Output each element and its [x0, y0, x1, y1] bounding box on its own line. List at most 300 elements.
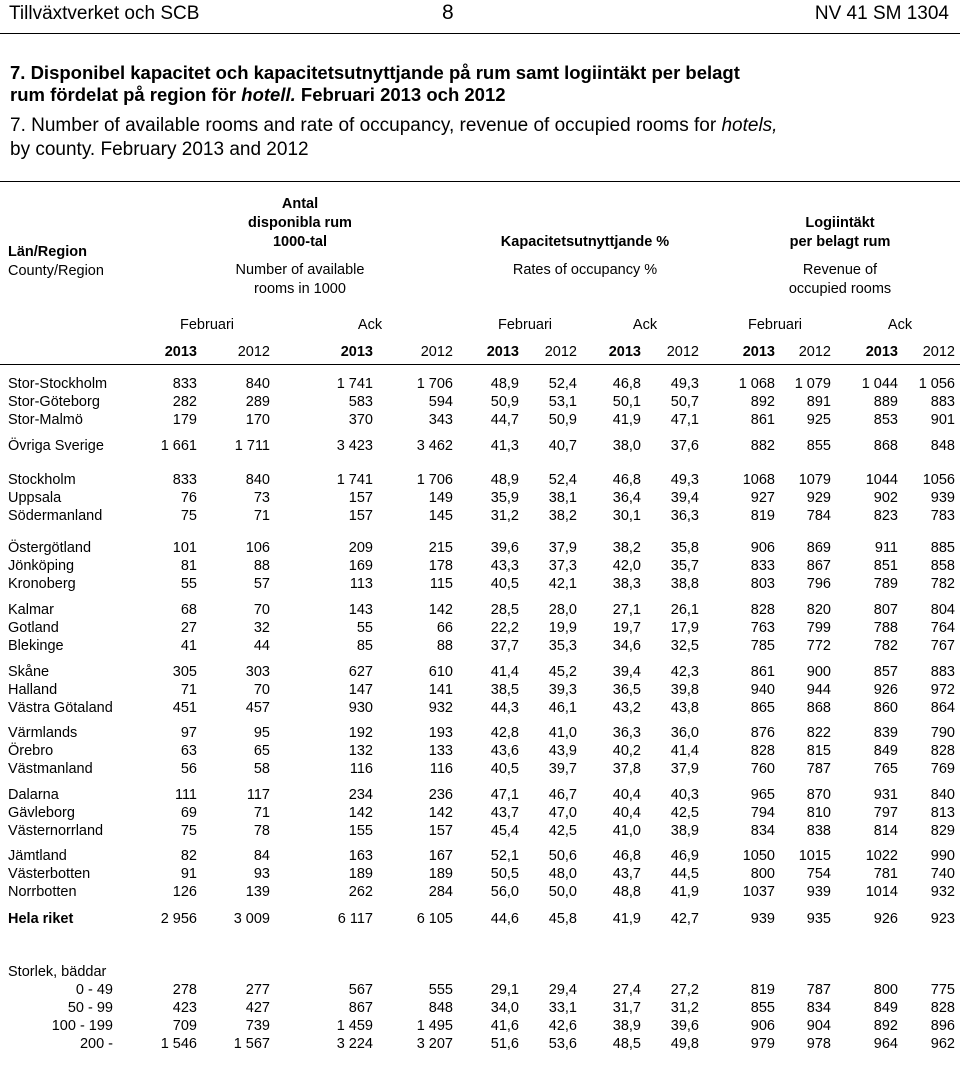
table-cell: 73	[253, 490, 270, 506]
table-cell: 42,5	[670, 805, 699, 821]
table-cell: 26,1	[670, 602, 699, 618]
table-cell: 864	[930, 700, 955, 716]
table-cell: 902	[873, 490, 898, 506]
title-sv-line2	[10, 84, 740, 106]
table-cell: 50,7	[670, 394, 699, 410]
table-cell: 149	[428, 490, 453, 506]
table-cell: 783	[930, 508, 955, 524]
table-cell: 29,1	[490, 982, 519, 998]
table-cell: 38,1	[548, 490, 577, 506]
row-label: Västerbotten	[8, 866, 91, 882]
table-cell: 885	[930, 540, 955, 556]
table-cell: 370	[348, 412, 373, 428]
table-cell: 782	[873, 638, 898, 654]
table-cell: 939	[750, 911, 775, 927]
table-cell: 814	[873, 823, 898, 839]
table-cell: 1 068	[738, 376, 775, 392]
table-cell: 106	[245, 540, 270, 556]
row-label: Storlek, bäddar	[8, 964, 107, 980]
table-cell: 739	[245, 1018, 270, 1034]
table-cell: 962	[930, 1036, 955, 1052]
period-header: Ack	[887, 317, 913, 333]
table-cell: 926	[873, 911, 898, 927]
table-cell: 865	[750, 700, 775, 716]
title-en-line1-prefix: 7. Number of available rooms and rate of occupancy, revenue of occupied rooms for	[10, 115, 722, 136]
table-cell: 800	[873, 982, 898, 998]
row-label: Övriga Sverige	[8, 438, 104, 454]
table-cell: 42,6	[548, 1018, 577, 1034]
table-cell: 34,0	[490, 1000, 519, 1016]
table-cell: 39,6	[670, 1018, 699, 1034]
row-label: Värmlands	[8, 725, 78, 741]
table-cell: 788	[873, 620, 898, 636]
table-cell: 31,2	[670, 1000, 699, 1016]
table-cell: 163	[348, 848, 373, 864]
table-cell: 906	[750, 1018, 775, 1034]
table-cell: 48,9	[490, 376, 519, 392]
year-header: 2012	[666, 344, 699, 360]
table-cell: 43,3	[490, 558, 519, 574]
table-cell: 36,3	[670, 508, 699, 524]
table-cell: 892	[873, 1018, 898, 1034]
revenue-sv-2: per belagt rum	[789, 234, 891, 250]
region-header-sv: Län/Region	[8, 244, 87, 260]
table-cell: 427	[245, 1000, 270, 1016]
table-cell: 860	[873, 700, 898, 716]
table-cell: 117	[246, 787, 270, 803]
table-cell: 37,9	[670, 761, 699, 777]
table-cell: 42,7	[670, 911, 699, 927]
table-cell: 3 207	[416, 1036, 453, 1052]
table-cell: 40,7	[548, 438, 577, 454]
table-cell: 97	[180, 725, 197, 741]
table-cell: 555	[428, 982, 453, 998]
table-cell: 896	[930, 1018, 955, 1034]
table-cell: 49,3	[670, 472, 699, 488]
table-cell: 6 117	[337, 911, 373, 927]
table-cell: 169	[348, 558, 373, 574]
table-cell: 236	[428, 787, 453, 803]
table-cell: 43,7	[490, 805, 519, 821]
period-header: Ack	[632, 317, 658, 333]
table-cell: 1014	[865, 884, 898, 900]
period-header: Februari	[748, 317, 802, 333]
table-cell: 43,7	[612, 866, 641, 882]
year-header: 2012	[798, 344, 831, 360]
capacity-sv-2: disponibla rum	[248, 215, 352, 231]
table-cell: 277	[245, 982, 270, 998]
row-label: Norrbotten	[8, 884, 77, 900]
table-header-rule	[0, 364, 960, 365]
table-cell: 34,6	[612, 638, 641, 654]
table-cell: 75	[180, 823, 197, 839]
table-cell: 1022	[865, 848, 898, 864]
table-cell: 883	[930, 664, 955, 680]
table-cell: 763	[750, 620, 775, 636]
table-cell: 52,4	[548, 472, 577, 488]
table-cell: 27,1	[612, 602, 641, 618]
table-cell: 36,5	[612, 682, 641, 698]
table-cell: 139	[245, 884, 270, 900]
row-label: Hela riket	[8, 911, 74, 927]
table-cell: 939	[806, 884, 831, 900]
table-cell: 979	[750, 1036, 775, 1052]
table-cell: 834	[750, 823, 775, 839]
row-label: 0 - 49	[75, 982, 113, 998]
table-cell: 1 706	[416, 376, 453, 392]
table-cell: 47,1	[670, 412, 699, 428]
period-header: Ack	[357, 317, 383, 333]
title-english	[10, 114, 777, 162]
row-label: Västra Götaland	[8, 700, 113, 716]
table-cell: 142	[348, 805, 373, 821]
table-cell: 38,5	[490, 682, 519, 698]
row-label: Blekinge	[8, 638, 64, 654]
table-cell: 46,9	[670, 848, 699, 864]
table-cell: 876	[750, 725, 775, 741]
table-cell: 799	[806, 620, 831, 636]
table-cell: 57	[253, 576, 270, 592]
table-cell: 911	[874, 540, 898, 556]
table-cell: 838	[806, 823, 831, 839]
table-cell: 839	[873, 725, 898, 741]
title-en-line1-em: hotels,	[721, 115, 778, 136]
row-label: 100 - 199	[51, 1018, 113, 1034]
period-header: Februari	[498, 317, 552, 333]
table-cell: 1 741	[336, 472, 373, 488]
table-cell: 65	[253, 743, 270, 759]
table-cell: 56,0	[490, 884, 519, 900]
row-label: Västernorrland	[8, 823, 104, 839]
table-cell: 116	[429, 761, 453, 777]
table-cell: 3 224	[336, 1036, 373, 1052]
table-cell: 883	[930, 394, 955, 410]
table-cell: 55	[180, 576, 197, 592]
table-cell: 40,4	[612, 787, 641, 803]
table-cell: 32	[253, 620, 270, 636]
table-cell: 63	[180, 743, 197, 759]
table-cell: 68	[180, 602, 197, 618]
table-cell: 1 706	[416, 472, 453, 488]
row-label: Västmanland	[8, 761, 93, 777]
table-cell: 972	[930, 682, 955, 698]
table-cell: 42,8	[490, 725, 519, 741]
table-cell: 923	[930, 911, 955, 927]
table-cell: 37,8	[612, 761, 641, 777]
table-cell: 40,5	[490, 576, 519, 592]
title-sv-line2-em: hotell.	[241, 84, 296, 105]
table-cell: 27	[180, 620, 197, 636]
table-cell: 41,9	[670, 884, 699, 900]
table-cell: 37,3	[548, 558, 577, 574]
table-cell: 46,1	[548, 700, 577, 716]
occupancy-header-en: Rates of occupancy %	[512, 262, 658, 278]
table-cell: 2 956	[160, 911, 197, 927]
table-cell: 820	[806, 602, 831, 618]
table-cell: 849	[873, 743, 898, 759]
table-cell: 31,2	[490, 508, 519, 524]
row-label: Stor-Stockholm	[8, 376, 108, 392]
table-cell: 772	[806, 638, 831, 654]
title-en-line1	[10, 114, 777, 138]
table-cell: 760	[750, 761, 775, 777]
table-cell: 882	[750, 438, 775, 454]
report-source: Tillväxtverket och SCB	[9, 3, 200, 24]
table-cell: 27,4	[612, 982, 641, 998]
revenue-sv-1: Logiintäkt	[805, 215, 875, 231]
row-label: Jämtland	[8, 848, 67, 864]
table-cell: 828	[750, 743, 775, 759]
row-label: Gävleborg	[8, 805, 75, 821]
table-cell: 868	[873, 438, 898, 454]
table-cell: 209	[348, 540, 373, 556]
table-cell: 784	[806, 508, 831, 524]
table-cell: 6 105	[416, 911, 453, 927]
table-cell: 939	[930, 490, 955, 506]
table-cell: 803	[750, 576, 775, 592]
table-cell: 35,3	[548, 638, 577, 654]
table-cell: 1 459	[336, 1018, 373, 1034]
table-cell: 51,6	[490, 1036, 519, 1052]
table-cell: 215	[428, 540, 453, 556]
region-header-en: County/Region	[8, 263, 104, 279]
table-cell: 925	[806, 412, 831, 428]
table-cell: 48,8	[612, 884, 641, 900]
table-cell: 900	[806, 664, 831, 680]
year-header: 2012	[420, 344, 453, 360]
table-cell: 867	[348, 1000, 373, 1016]
table-cell: 70	[253, 602, 270, 618]
table-cell: 451	[172, 700, 197, 716]
table-cell: 931	[873, 787, 898, 803]
table-cell: 43,6	[490, 743, 519, 759]
table-cell: 78	[253, 823, 270, 839]
table-cell: 1 495	[416, 1018, 453, 1034]
table-cell: 765	[873, 761, 898, 777]
table-cell: 42,5	[548, 823, 577, 839]
table-cell: 142	[428, 602, 453, 618]
table-cell: 157	[348, 490, 373, 506]
table-cell: 754	[806, 866, 831, 882]
table-cell: 851	[873, 558, 898, 574]
table-cell: 17,9	[670, 620, 699, 636]
row-label: Skåne	[8, 664, 50, 680]
table-cell: 45,2	[548, 664, 577, 680]
table-cell: 775	[930, 982, 955, 998]
table-top-rule	[0, 181, 960, 182]
table-cell: 37,9	[548, 540, 577, 556]
table-cell: 126	[172, 884, 197, 900]
year-header: 2012	[544, 344, 577, 360]
table-cell: 44	[253, 638, 270, 654]
table-cell: 142	[428, 805, 453, 821]
table-cell: 28,0	[548, 602, 577, 618]
table-cell: 627	[348, 664, 373, 680]
row-label: Kalmar	[8, 602, 54, 618]
table-cell: 262	[348, 884, 373, 900]
table-cell: 69	[180, 805, 197, 821]
table-cell: 41,9	[612, 412, 641, 428]
table-cell: 796	[806, 576, 831, 592]
year-header: 2013	[865, 344, 898, 360]
table-cell: 39,4	[612, 664, 641, 680]
table-cell: 3 423	[336, 438, 373, 454]
table-cell: 767	[930, 638, 955, 654]
table-cell: 116	[349, 761, 373, 777]
table-cell: 39,3	[548, 682, 577, 698]
table-cell: 46,7	[548, 787, 577, 803]
table-cell: 82	[180, 848, 197, 864]
table-cell: 88	[253, 558, 270, 574]
table-cell: 807	[873, 602, 898, 618]
table-cell: 822	[806, 725, 831, 741]
table-cell: 906	[750, 540, 775, 556]
table-cell: 819	[750, 508, 775, 524]
table-cell: 91	[180, 866, 197, 882]
table-cell: 35,9	[490, 490, 519, 506]
table-cell: 764	[930, 620, 955, 636]
table-cell: 167	[428, 848, 453, 864]
table-cell: 49,3	[670, 376, 699, 392]
table-cell: 1050	[742, 848, 775, 864]
table-cell: 48,5	[612, 1036, 641, 1052]
table-cell: 29,4	[548, 982, 577, 998]
table-cell: 282	[172, 394, 197, 410]
table-cell: 46,8	[612, 472, 641, 488]
table-cell: 1 546	[160, 1036, 197, 1052]
table-cell: 583	[348, 394, 373, 410]
row-label: Östergötland	[8, 540, 92, 556]
table-cell: 50,5	[490, 866, 519, 882]
table-cell: 769	[930, 761, 955, 777]
table-cell: 38,0	[612, 438, 641, 454]
table-cell: 990	[930, 848, 955, 864]
table-cell: 45,4	[490, 823, 519, 839]
page-number: 8	[442, 1, 454, 24]
table-cell: 178	[428, 558, 453, 574]
table-cell: 1 711	[234, 438, 270, 454]
table-cell: 38,2	[548, 508, 577, 524]
table-cell: 19,9	[548, 620, 577, 636]
table-cell: 41,3	[490, 438, 519, 454]
table-cell: 927	[750, 490, 775, 506]
table-cell: 189	[428, 866, 453, 882]
table-cell: 46,8	[612, 376, 641, 392]
table-cell: 305	[172, 664, 197, 680]
table-cell: 101	[172, 540, 197, 556]
table-cell: 179	[172, 412, 197, 428]
revenue-en-2: occupied rooms	[788, 281, 892, 297]
table-cell: 189	[348, 866, 373, 882]
table-cell: 234	[348, 787, 373, 803]
year-header: 2013	[486, 344, 519, 360]
table-cell: 143	[348, 602, 373, 618]
table-cell: 594	[428, 394, 453, 410]
table-cell: 457	[245, 700, 270, 716]
table-cell: 145	[428, 508, 453, 524]
table-cell: 111	[174, 787, 197, 803]
table-cell: 1 044	[861, 376, 898, 392]
table-cell: 48,9	[490, 472, 519, 488]
table-cell: 49,8	[670, 1036, 699, 1052]
table-cell: 932	[428, 700, 453, 716]
row-label: Uppsala	[8, 490, 62, 506]
table-cell: 929	[806, 490, 831, 506]
row-label: Örebro	[8, 743, 54, 759]
table-cell: 132	[348, 743, 373, 759]
table-cell: 36,3	[612, 725, 641, 741]
table-cell: 50,1	[612, 394, 641, 410]
table-cell: 833	[750, 558, 775, 574]
table-cell: 35,8	[670, 540, 699, 556]
table-cell: 115	[429, 576, 453, 592]
table-cell: 828	[930, 1000, 955, 1016]
table-cell: 1 661	[160, 438, 197, 454]
row-label: Halland	[8, 682, 58, 698]
table-cell: 47,0	[548, 805, 577, 821]
revenue-en-1: Revenue of	[802, 262, 878, 278]
table-cell: 343	[428, 412, 453, 428]
table-cell: 81	[180, 558, 197, 574]
table-cell: 88	[436, 638, 453, 654]
table-cell: 41,0	[548, 725, 577, 741]
table-cell: 940	[750, 682, 775, 698]
table-cell: 892	[750, 394, 775, 410]
table-cell: 610	[428, 664, 453, 680]
table-cell: 55	[356, 620, 373, 636]
table-cell: 41,6	[490, 1018, 519, 1034]
table-cell: 930	[348, 700, 373, 716]
report-series: NV 41 SM 1304	[814, 3, 949, 24]
table-cell: 157	[428, 823, 453, 839]
year-header: 2013	[742, 344, 775, 360]
table-cell: 740	[930, 866, 955, 882]
row-label: 200 -	[79, 1036, 113, 1052]
table-cell: 3 462	[416, 438, 453, 454]
table-cell: 141	[428, 682, 453, 698]
table-cell: 40,2	[612, 743, 641, 759]
table-cell: 1 567	[233, 1036, 270, 1052]
table-cell: 113	[349, 576, 373, 592]
table-cell: 58	[253, 761, 270, 777]
period-header: Februari	[180, 317, 234, 333]
table-cell: 790	[930, 725, 955, 741]
table-cell: 3 009	[233, 911, 270, 927]
table-cell: 75	[180, 508, 197, 524]
table-cell: 193	[428, 725, 453, 741]
title-sv-line2-suffix: Februari 2013 och 2012	[295, 84, 506, 105]
table-cell: 44,5	[670, 866, 699, 882]
row-label: Södermanland	[8, 508, 103, 524]
table-cell: 42,0	[612, 558, 641, 574]
table-cell: 40,5	[490, 761, 519, 777]
table-cell: 848	[930, 438, 955, 454]
row-label: Gotland	[8, 620, 59, 636]
table-cell: 41	[180, 638, 197, 654]
table-cell: 1 741	[336, 376, 373, 392]
title-en-line2: by county. February 2013 and 2012	[10, 139, 309, 160]
table-cell: 932	[930, 884, 955, 900]
table-cell: 787	[806, 761, 831, 777]
table-cell: 40,3	[670, 787, 699, 803]
table-cell: 1037	[742, 884, 775, 900]
year-header: 2012	[922, 344, 955, 360]
table-cell: 38,3	[612, 576, 641, 592]
table-cell: 289	[245, 394, 270, 410]
table-cell: 828	[930, 743, 955, 759]
table-cell: 840	[245, 376, 270, 392]
table-cell: 782	[930, 576, 955, 592]
